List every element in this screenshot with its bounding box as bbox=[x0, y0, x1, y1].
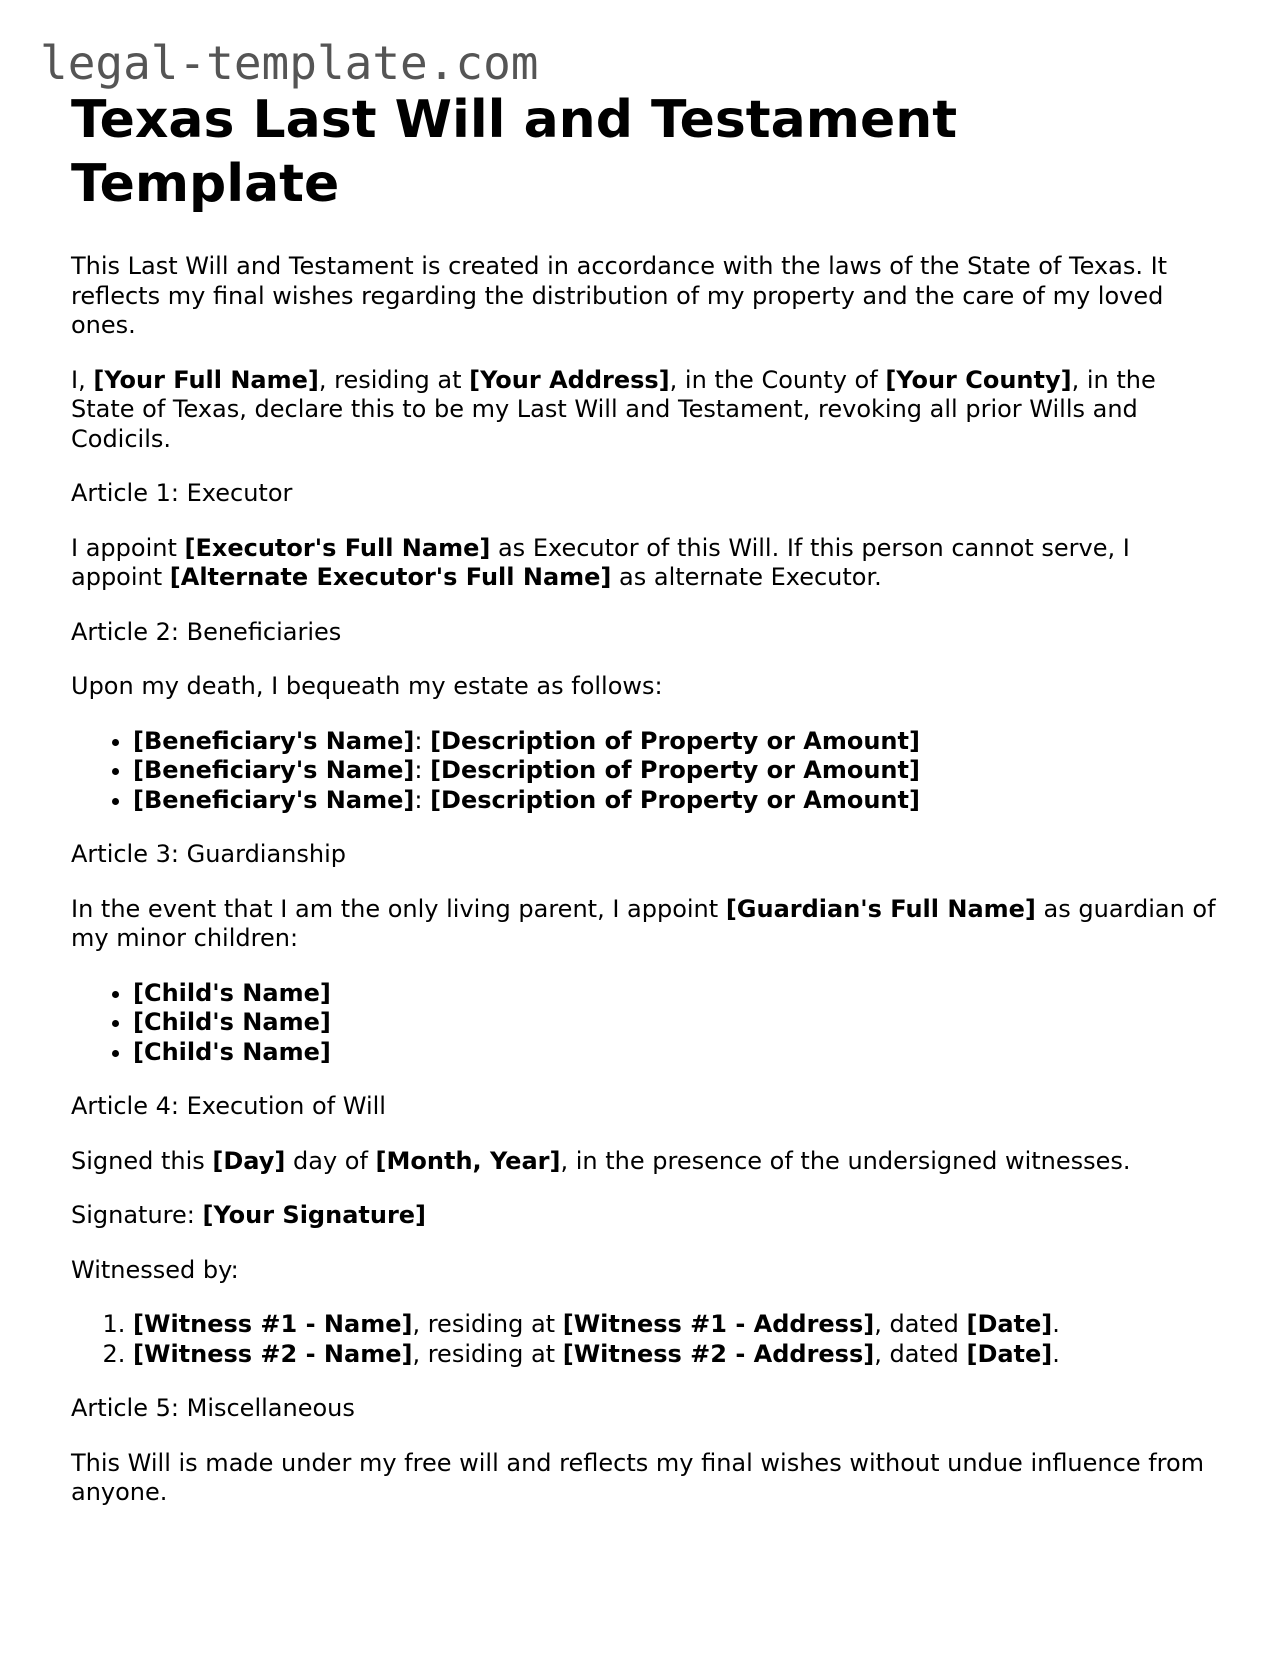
executor-paragraph bbox=[71, 534, 1221, 593]
article-3-heading: Article 3: Guardianship bbox=[71, 840, 347, 868]
placeholder-alternate-executor-name: [Alternate Executor's Full Name] bbox=[169, 563, 612, 591]
document-title: Texas Last Will and Testament Template bbox=[71, 90, 958, 214]
placeholder-address: [Your Address] bbox=[469, 365, 670, 394]
miscellaneous-paragraph: This Will is made under my free will and reflects my final wishes without undue influence from anyone. bbox=[71, 1448, 1205, 1506]
witness-list bbox=[71, 1310, 1221, 1369]
placeholder-child-name: [Child's Name] bbox=[133, 978, 331, 1007]
article-2-heading: Article 2: Beneficiaries bbox=[71, 617, 342, 646]
placeholder-witness-name: [Witness #1 - Name] bbox=[133, 1310, 413, 1338]
signed-text: Signed this bbox=[71, 1146, 213, 1175]
witness-text: , dated bbox=[874, 1339, 967, 1368]
executor-text: as alternate Executor. bbox=[611, 563, 882, 591]
placeholder-witness-date: [Date] bbox=[966, 1310, 1053, 1338]
placeholder-beneficiary-name: [Beneficiary's Name] bbox=[133, 726, 415, 755]
declaration-text: , in the State of Texas, declare this to be my Last Will and Testament, revoking all prior Wills and Codicils. bbox=[71, 365, 1156, 453]
placeholder-county: [Your County] bbox=[885, 365, 1072, 394]
signed-text: , in the presence of the undersigned witnesses. bbox=[560, 1146, 1131, 1175]
placeholder-witness-address: [Witness #2 - Address] bbox=[562, 1339, 875, 1368]
signature-line bbox=[71, 1201, 1221, 1231]
placeholder-beneficiary-name: [Beneficiary's Name] bbox=[133, 785, 415, 814]
intro-paragraph: This Last Will and Testament is created in accordance with the laws of the State of Texas. It reflects my final wishes regarding the distribution of my property and the care of my loved ones. bbox=[71, 252, 1168, 339]
placeholder-day: [Day] bbox=[212, 1146, 286, 1175]
signed-text: day of bbox=[285, 1146, 376, 1175]
beneficiary-item bbox=[133, 756, 1221, 786]
guardian-text: In the event that I am the only living parent, I appoint bbox=[71, 894, 726, 923]
placeholder-full-name: [Your Full Name] bbox=[93, 365, 319, 394]
placeholder-property-description: [Description of Property or Amount] bbox=[430, 726, 920, 755]
signature-label: Signature: bbox=[71, 1201, 203, 1229]
beneficiaries-lead: Upon my death, I bequeath my estate as follows: bbox=[71, 672, 663, 700]
watermark-text: legal-template.com bbox=[40, 36, 539, 90]
child-item bbox=[133, 1038, 1221, 1068]
declaration-text: , in the County of bbox=[669, 365, 886, 394]
placeholder-guardian-name: [Guardian's Full Name] bbox=[725, 894, 1036, 923]
document-body bbox=[71, 88, 1221, 1533]
children-list bbox=[71, 979, 1221, 1068]
placeholder-child-name: [Child's Name] bbox=[133, 1008, 331, 1036]
placeholder-witness-address: [Witness #1 - Address] bbox=[562, 1310, 875, 1338]
declaration-text: , residing at bbox=[318, 365, 470, 394]
placeholder-month-year: [Month, Year] bbox=[375, 1146, 561, 1175]
separator: : bbox=[414, 726, 431, 755]
witness-text: , residing at bbox=[412, 1339, 563, 1368]
executor-text: as Executor of this Will. If this person cannot serve, I appoint bbox=[71, 533, 1130, 591]
witness-item bbox=[133, 1340, 1221, 1370]
beneficiary-list bbox=[71, 727, 1221, 816]
declaration-paragraph bbox=[71, 366, 1221, 455]
article-4-heading: Article 4: Execution of Will bbox=[71, 1092, 386, 1120]
witness-text: . bbox=[1052, 1310, 1060, 1338]
separator: : bbox=[414, 785, 431, 814]
witness-text: . bbox=[1052, 1339, 1060, 1368]
placeholder-executor-name: [Executor's Full Name] bbox=[184, 533, 491, 562]
child-item bbox=[133, 979, 1221, 1009]
placeholder-property-description: [Description of Property or Amount] bbox=[430, 785, 920, 814]
beneficiary-item bbox=[133, 786, 1221, 816]
signed-paragraph bbox=[71, 1147, 1221, 1177]
placeholder-beneficiary-name: [Beneficiary's Name] bbox=[133, 756, 415, 784]
executor-text: I appoint bbox=[71, 533, 185, 562]
guardian-text: as guardian of my minor children: bbox=[71, 894, 1216, 952]
placeholder-witness-name: [Witness #2 - Name] bbox=[133, 1339, 413, 1368]
guardian-paragraph bbox=[71, 895, 1221, 954]
child-item bbox=[133, 1008, 1221, 1038]
witness-text: , dated bbox=[874, 1310, 967, 1338]
placeholder-child-name: [Child's Name] bbox=[133, 1037, 331, 1066]
article-1-heading: Article 1: Executor bbox=[71, 479, 293, 507]
article-5-heading: Article 5: Miscellaneous bbox=[71, 1394, 355, 1422]
witnessed-by-label: Witnessed by: bbox=[71, 1255, 239, 1284]
placeholder-property-description: [Description of Property or Amount] bbox=[430, 756, 920, 784]
declaration-text: I, bbox=[71, 365, 94, 394]
separator: : bbox=[414, 756, 431, 784]
witness-text: , residing at bbox=[412, 1310, 563, 1338]
placeholder-signature: [Your Signature] bbox=[202, 1201, 427, 1229]
witness-item bbox=[133, 1310, 1221, 1340]
placeholder-witness-date: [Date] bbox=[966, 1339, 1053, 1368]
beneficiary-item bbox=[133, 727, 1221, 757]
